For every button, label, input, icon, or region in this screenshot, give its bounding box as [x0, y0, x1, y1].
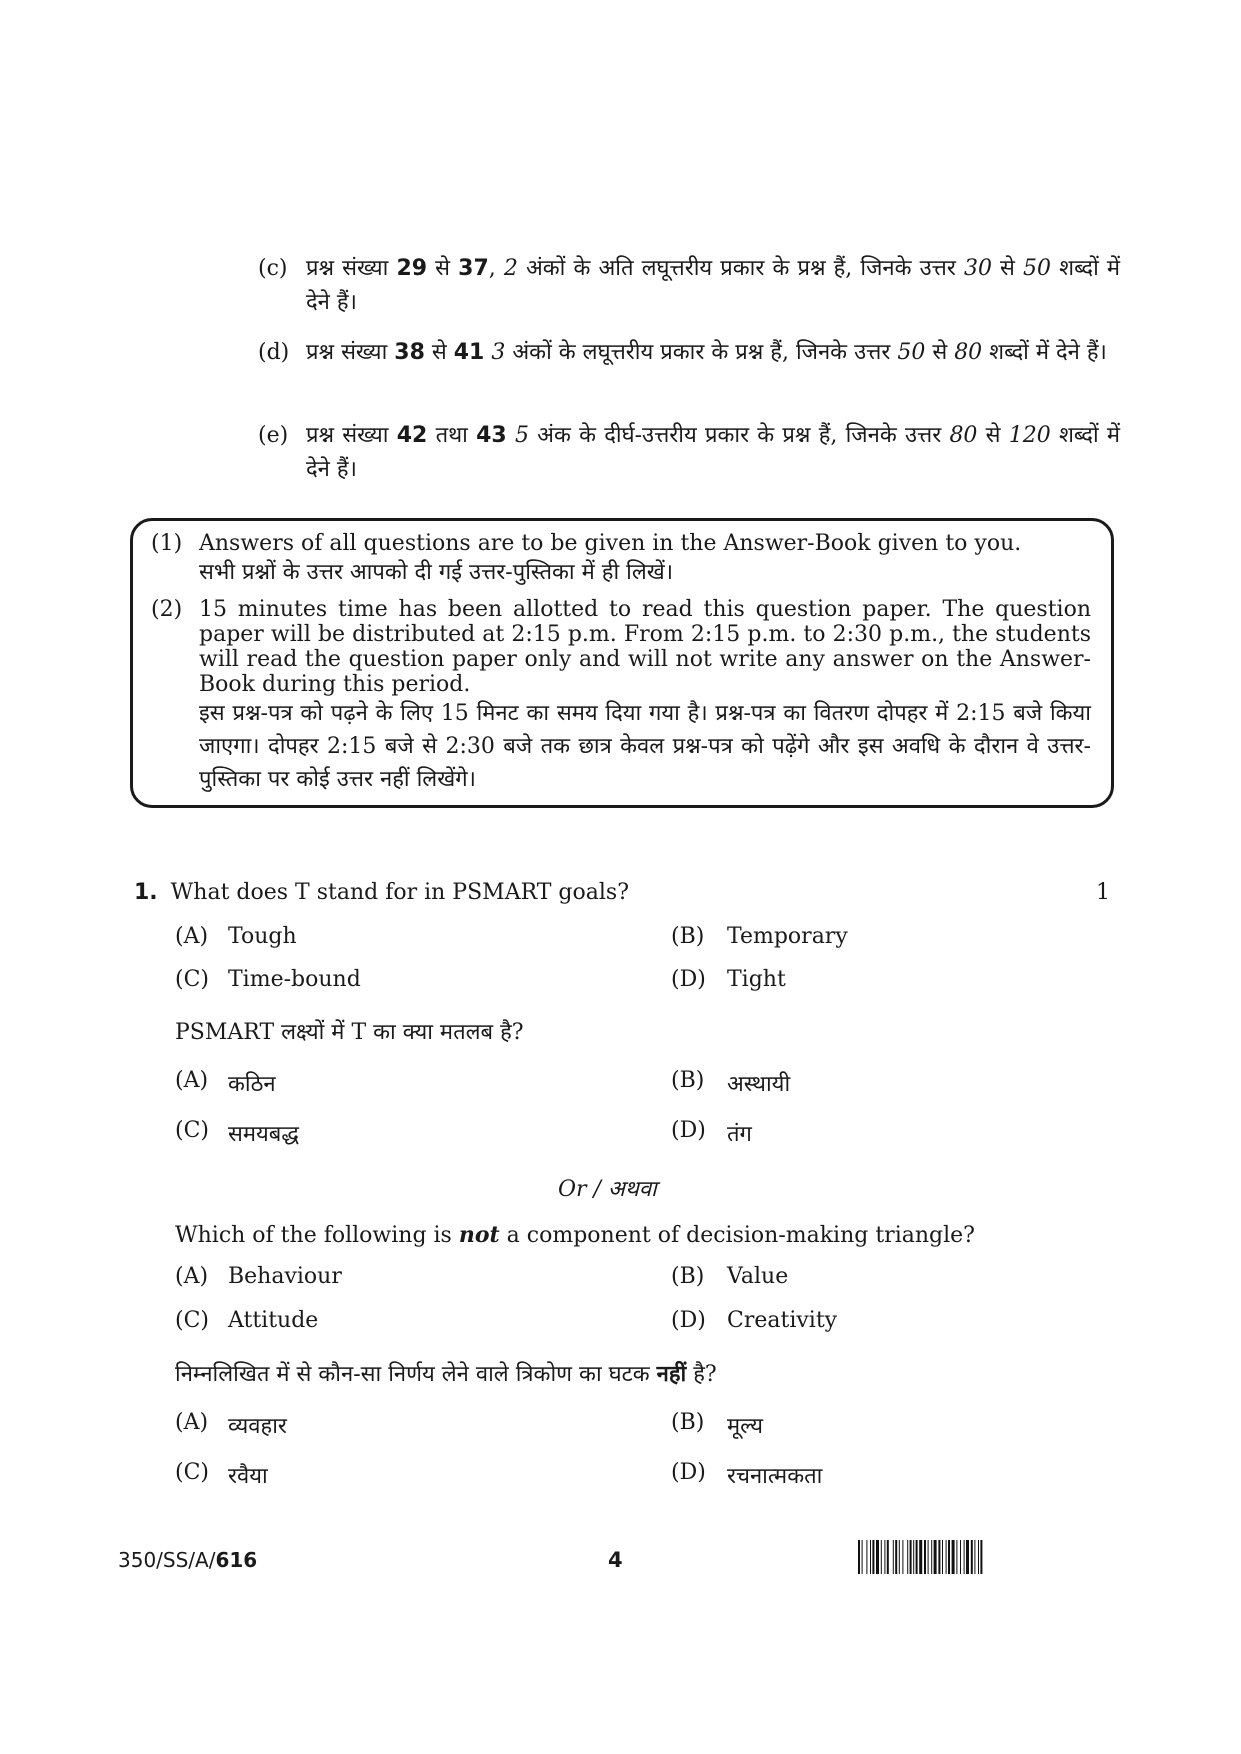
option-label: (B): [671, 1068, 705, 1093]
option-label: (C): [175, 1308, 209, 1333]
option-d-text: Tight: [727, 967, 786, 992]
paper-code-prefix: 350/SS/A/: [118, 1548, 216, 1572]
note-number: (2): [151, 597, 183, 622]
note-english: Answers of all questions are to be given in the Answer-Book given to you.: [199, 531, 1022, 556]
option-c-text: रवैया: [228, 1464, 268, 1489]
option-a-text: Behaviour: [228, 1264, 342, 1289]
or-separator: Or / अथवा: [558, 1177, 657, 1202]
option-label: (A): [175, 924, 209, 949]
option-label: (C): [175, 1460, 209, 1485]
alt-question-text-part: a component of decision-making triangle?: [499, 1223, 975, 1248]
option-d-text: तंग: [727, 1122, 752, 1147]
question-number: 1.: [134, 880, 158, 905]
option-c-text: समयबद्ध: [228, 1122, 299, 1147]
question-text-hindi: PSMART लक्ष्यों में T का क्या मतलब है?: [175, 1020, 524, 1045]
alt-question-text-part: है?: [686, 1362, 717, 1387]
note-2: [151, 597, 1091, 796]
instruction-label: (e): [258, 423, 289, 448]
instruction-e: [258, 419, 1120, 487]
option-label: (C): [175, 1118, 209, 1143]
option-b-text: Value: [727, 1264, 789, 1289]
barcode-icon: [858, 1540, 1116, 1574]
instruction-text: प्रश्न संख्या 42 तथा 43 5 अंक के दीर्घ-उत्तरीय प्रकार के प्रश्न हैं, जिनके उत्तर 80 से 120 शब्दों में देने हैं।: [306, 423, 1121, 482]
option-label: (D): [671, 1308, 706, 1333]
option-label: (A): [175, 1068, 209, 1093]
option-label: (B): [671, 924, 705, 949]
option-b-text: Temporary: [727, 924, 848, 949]
instruction-text: प्रश्न संख्या 29 से 37, 2 अंकों के अति लघूत्तरीय प्रकार के प्रश्न हैं, जिनके उत्तर 30 से 50 शब्दों में देने हैं।: [306, 256, 1121, 315]
general-notes-box: [130, 518, 1114, 808]
option-b-text: अस्थायी: [727, 1072, 791, 1097]
alt-question-text-hindi: [175, 1358, 717, 1388]
option-b-text: मूल्य: [727, 1414, 763, 1439]
page-number: 4: [608, 1548, 623, 1572]
note-1: [151, 531, 1091, 589]
alt-question-text-part: Which of the following is: [175, 1223, 459, 1248]
option-label: (C): [175, 967, 209, 992]
note-number: (1): [151, 531, 183, 556]
note-hindi: इस प्रश्न-पत्र को पढ़ने के लिए 15 मिनट का समय दिया गया है। प्रश्न-पत्र का वितरण दोपहर में 2:15 बजे किया जाएगा। दोपहर 2:15 बजे से 2:30 बजे तक छात्र केवल प्रश्न-पत्र को पढ़ेंगे और इस अवधि के दौरान वे उत्तर-पुस्तिका पर कोई उत्तर नहीं लिखेंगे।: [199, 701, 1091, 792]
option-d-text: Creativity: [727, 1308, 838, 1333]
alt-question-text-part: निम्नलिखित में से कौन-सा निर्णय लेने वाले त्रिकोण का घटक: [175, 1362, 657, 1387]
option-a-text: कठिन: [228, 1072, 276, 1097]
note-hindi: सभी प्रश्नों के उत्तर आपको दी गई उत्तर-पुस्तिका में ही लिखें।: [199, 560, 674, 585]
instruction-label: (c): [258, 256, 288, 281]
option-label: (D): [671, 967, 706, 992]
alt-question-emphasis: नहीं: [656, 1361, 687, 1387]
question-text-english: What does T stand for in PSMART goals?: [170, 880, 629, 905]
instruction-label: (d): [258, 340, 290, 365]
option-a-text: Tough: [228, 924, 297, 949]
option-label: (D): [671, 1118, 706, 1143]
option-label: (D): [671, 1460, 706, 1485]
option-d-text: रचनात्मकता: [727, 1464, 823, 1489]
note-english: 15 minutes time has been allotted to read this question paper. The question paper will be distributed at 2:15 p.m. From 2:15 p.m. to 2:30 p.m., the students will read the question paper only and will not write any answer on the Answer-Book during this period.: [199, 597, 1091, 697]
option-label: (B): [671, 1264, 705, 1289]
alt-question-text-english: [175, 1222, 975, 1248]
alt-question-emphasis: not: [458, 1222, 500, 1248]
instruction-c: [258, 252, 1120, 320]
question-marks: 1: [1096, 880, 1110, 905]
paper-code: [118, 1548, 257, 1572]
question-1: [134, 880, 629, 905]
instruction-d: [258, 336, 1120, 370]
option-c-text: Time-bound: [228, 967, 361, 992]
option-label: (A): [175, 1410, 209, 1435]
instruction-text: प्रश्न संख्या 38 से 41 3 अंकों के लघूत्तरीय प्रकार के प्रश्न हैं, जिनके उत्तर 50 से 80 शब्दों में देने हैं।: [306, 340, 1107, 365]
option-label: (B): [671, 1410, 705, 1435]
option-a-text: व्यवहार: [228, 1414, 287, 1439]
option-c-text: Attitude: [228, 1308, 319, 1333]
paper-code-number: 616: [215, 1548, 258, 1572]
option-label: (A): [175, 1264, 209, 1289]
